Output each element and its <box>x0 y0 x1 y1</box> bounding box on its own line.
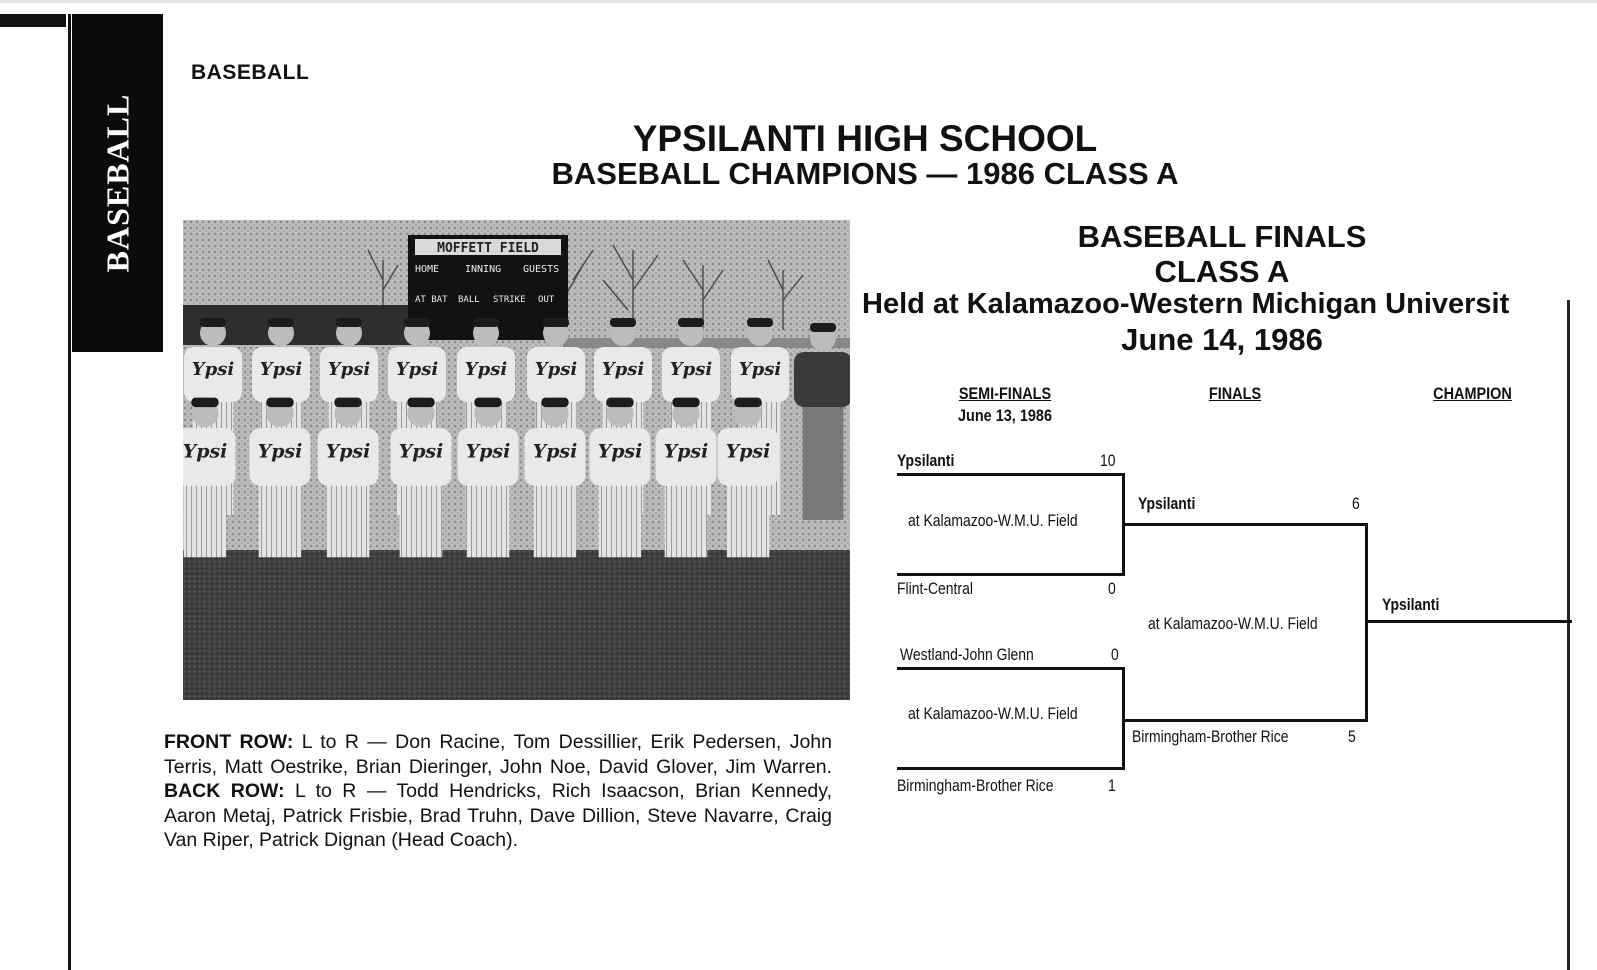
finals-date: June 14, 1986 <box>1121 322 1323 357</box>
finals-column-head: FINALS <box>1208 384 1262 403</box>
jersey-lettering: Ypsi <box>257 440 303 463</box>
bracket-line <box>1368 620 1572 623</box>
champion-column-head: CHAMPION <box>1433 384 1512 403</box>
right-margin-rule <box>1567 300 1570 970</box>
semi1-score-b: 0 <box>1108 579 1116 598</box>
jersey-lettering: Ypsi <box>601 359 645 380</box>
final-team-b: Birmingham-Brother Rice <box>1132 727 1289 746</box>
scoreboard-home: HOME <box>415 264 440 275</box>
champion-team: Ypsilanti <box>1382 595 1440 614</box>
scoreboard-at-bat: AT BAT <box>415 295 448 305</box>
jersey-lettering: Ypsi <box>327 359 371 380</box>
team-photo <box>183 220 850 700</box>
final-score-b: 5 <box>1348 727 1356 746</box>
semifinals-date: June 13, 1986 <box>957 406 1052 425</box>
jersey-lettering: Ypsi <box>325 440 371 463</box>
semi2-score-a: 0 <box>1111 645 1119 664</box>
top-rule <box>0 0 1597 3</box>
jersey-lettering: Ypsi <box>398 440 444 463</box>
back-row-label: BACK ROW: <box>164 780 285 802</box>
bracket-line <box>897 473 1125 476</box>
semi2-team-b: Birmingham-Brother Rice <box>897 776 1054 795</box>
jersey-lettering: Ypsi <box>597 440 643 463</box>
semi1-score-a: 10 <box>1100 451 1116 470</box>
scoreboard-guests: GUESTS <box>523 264 560 275</box>
scoreboard-ball: BALL <box>458 295 480 305</box>
finals-venue: Held at Kalamazoo-Western Michigan Universit <box>862 288 1510 320</box>
jersey-lettering: Ypsi <box>395 359 439 380</box>
final-team-a: Ypsilanti <box>1138 494 1196 513</box>
jersey-lettering: Ypsi <box>738 359 782 380</box>
jersey-lettering: Ypsi <box>464 359 508 380</box>
jersey-lettering: Ypsi <box>183 440 228 463</box>
jersey-lettering: Ypsi <box>534 359 578 380</box>
page-subtitle: BASEBALL CHAMPIONS — 1986 CLASS A <box>551 156 1179 191</box>
scoreboard-title: MOFFETT FIELD <box>437 241 539 256</box>
semi2-team-a: Westland-John Glenn <box>900 645 1034 664</box>
side-tab-label: BASEBALL <box>99 93 135 273</box>
jersey-lettering: Ypsi <box>259 359 303 380</box>
front-row-names: L to R — Don Racine, Tom Dessillier, Erik Pedersen, John Terris, Matt Oestrike, Brian Dieringer, John Noe, David Glover, Jim Warren. <box>164 731 832 778</box>
semi1-venue: at Kalamazoo-W.M.U. Field <box>908 511 1078 530</box>
finals-class: CLASS A <box>1154 254 1290 289</box>
jersey-lettering: Ypsi <box>532 440 578 463</box>
jersey-lettering: Ypsi <box>725 440 771 463</box>
scoreboard-inning: INNING <box>465 264 502 275</box>
semi2-venue: at Kalamazoo-W.M.U. Field <box>908 704 1078 723</box>
semi2-score-b: 1 <box>1108 776 1116 795</box>
corner-rule <box>0 14 66 27</box>
semifinals-column-head: SEMI-FINALS <box>958 384 1052 403</box>
jersey-lettering: Ypsi <box>669 359 713 380</box>
front-row-players <box>183 398 778 558</box>
page-title: YPSILANTI HIGH SCHOOL <box>632 118 1098 159</box>
jersey-lettering: Ypsi <box>465 440 511 463</box>
bracket-line <box>897 667 1125 670</box>
scoreboard-out: OUT <box>538 295 555 305</box>
final-score-a: 6 <box>1352 494 1360 513</box>
bracket-line <box>1125 719 1368 722</box>
semi1-team-a: Ypsilanti <box>897 451 955 470</box>
jersey-lettering: Ypsi <box>191 359 235 380</box>
bracket-line <box>897 767 1125 770</box>
jersey-lettering: Ypsi <box>663 440 709 463</box>
semi1-team-b: Flint-Central <box>897 579 973 598</box>
scoreboard-strike: STRIKE <box>493 295 526 305</box>
bracket-line <box>897 573 1125 576</box>
section-label: BASEBALL <box>191 61 310 84</box>
finals-heading: BASEBALL FINALS <box>1077 219 1367 254</box>
back-row-names: L to R — Todd Hendricks, Rich Isaacson, Brian Kennedy, Aaron Metaj, Patrick Frisbie, Brad Truhn, Dave Dillion, Steve Navarre, Craig Van Riper, Patrick Dignan (Head Coach). <box>164 780 832 851</box>
front-row-label: FRONT ROW: <box>164 731 294 753</box>
photo-caption <box>164 730 832 853</box>
final-venue: at Kalamazoo-W.M.U. Field <box>1148 614 1318 633</box>
bracket-line <box>1125 523 1368 526</box>
